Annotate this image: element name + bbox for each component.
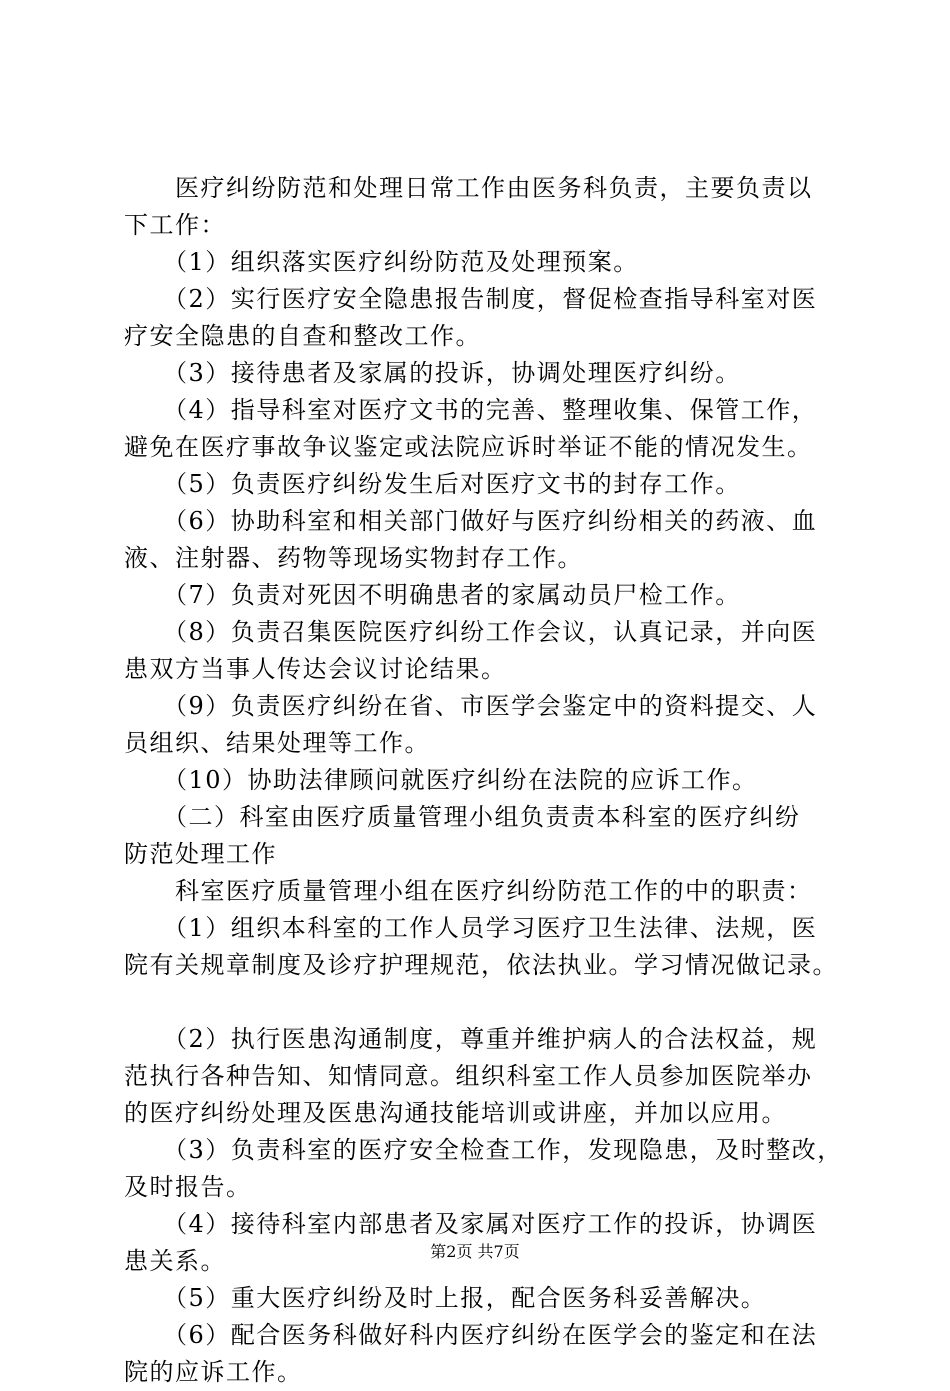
text-line: （3）接待患者及家属的投诉，协调处理医疗纠纷。 [124, 359, 741, 387]
text-line: （5）重大医疗纠纷及时上报，配合医务科妥善解决。 [124, 1284, 767, 1312]
text-line: （9）负责医疗纠纷在省、市医学会鉴定中的资料提交、人 [124, 692, 818, 720]
text-line: （5）负责医疗纠纷发生后对医疗文书的封存工作。 [124, 470, 741, 498]
text-line: （7）负责对死因不明确患者的家属动员尸检工作。 [124, 581, 741, 609]
document-body [124, 170, 843, 1391]
text-line: 员组织、结果处理等工作。 [124, 729, 430, 757]
text-line: 患关系。 [124, 1247, 226, 1275]
paragraph-gap [124, 984, 834, 1021]
text-line: （4）接待科室内部患者及家属对医疗工作的投诉，协调医 [124, 1210, 818, 1238]
text-line: 院的应诉工作。 [124, 1358, 303, 1386]
page-number-footer: 第2页 共7页 [430, 1242, 520, 1261]
text-line: （2）实行医疗安全隐患报告制度，督促检查指导科室对医 [124, 285, 818, 313]
text-line: 疗安全隐患的自查和整改工作。 [124, 322, 481, 350]
text-line: 避免在医疗事故争议鉴定或法院应诉时举证不能的情况发生。 [124, 433, 813, 461]
text-line: 科室医疗质量管理小组在医疗纠纷防范工作的中的职责： [124, 877, 813, 905]
text-line: （3）负责科室的医疗安全检查工作，发现隐患，及时整改， [124, 1136, 843, 1164]
text-line: 患双方当事人传达会议讨论结果。 [124, 655, 507, 683]
text-line: （1）组织落实医疗纠纷防范及处理预案。 [124, 248, 639, 276]
text-line: 范执行各种告知、知情同意。组织科室工作人员参加医院举办 [124, 1062, 813, 1090]
text-line: 防范处理工作 [124, 840, 277, 868]
text-line: （8）负责召集医院医疗纠纷工作会议，认真记录，并向医 [124, 618, 818, 646]
text-line: （6）协助科室和相关部门做好与医疗纠纷相关的药液、血 [124, 507, 818, 535]
text-line: 下工作： [124, 211, 226, 239]
text-line: 医疗纠纷防范和处理日常工作由医务科负责，主要负责以 [124, 174, 813, 202]
text-line: （6）配合医务科做好科内医疗纠纷在医学会的鉴定和在法 [124, 1321, 818, 1349]
text-line: 液、注射器、药物等现场实物封存工作。 [124, 544, 583, 572]
text-line: 及时报告。 [124, 1173, 252, 1201]
text-line: （二）科室由医疗质量管理小组负责责本科室的医疗纠纷 [124, 803, 801, 831]
text-line: （2）执行医患沟通制度，尊重并维护病人的合法权益，规 [124, 1025, 818, 1053]
text-line: 的医疗纠纷处理及医患沟通技能培训或讲座，并加以应用。 [124, 1099, 787, 1127]
text-line: 院有关规章制度及诊疗护理规范，依法执业。学习情况做记录。 [124, 951, 838, 979]
text-line: （4）指导科室对医疗文书的完善、整理收集、保管工作， [124, 396, 818, 424]
text-line: （10）协助法律顾问就医疗纠纷在法院的应诉工作。 [124, 766, 758, 794]
text-line: （1）组织本科室的工作人员学习医疗卫生法律、法规，医 [124, 914, 818, 942]
